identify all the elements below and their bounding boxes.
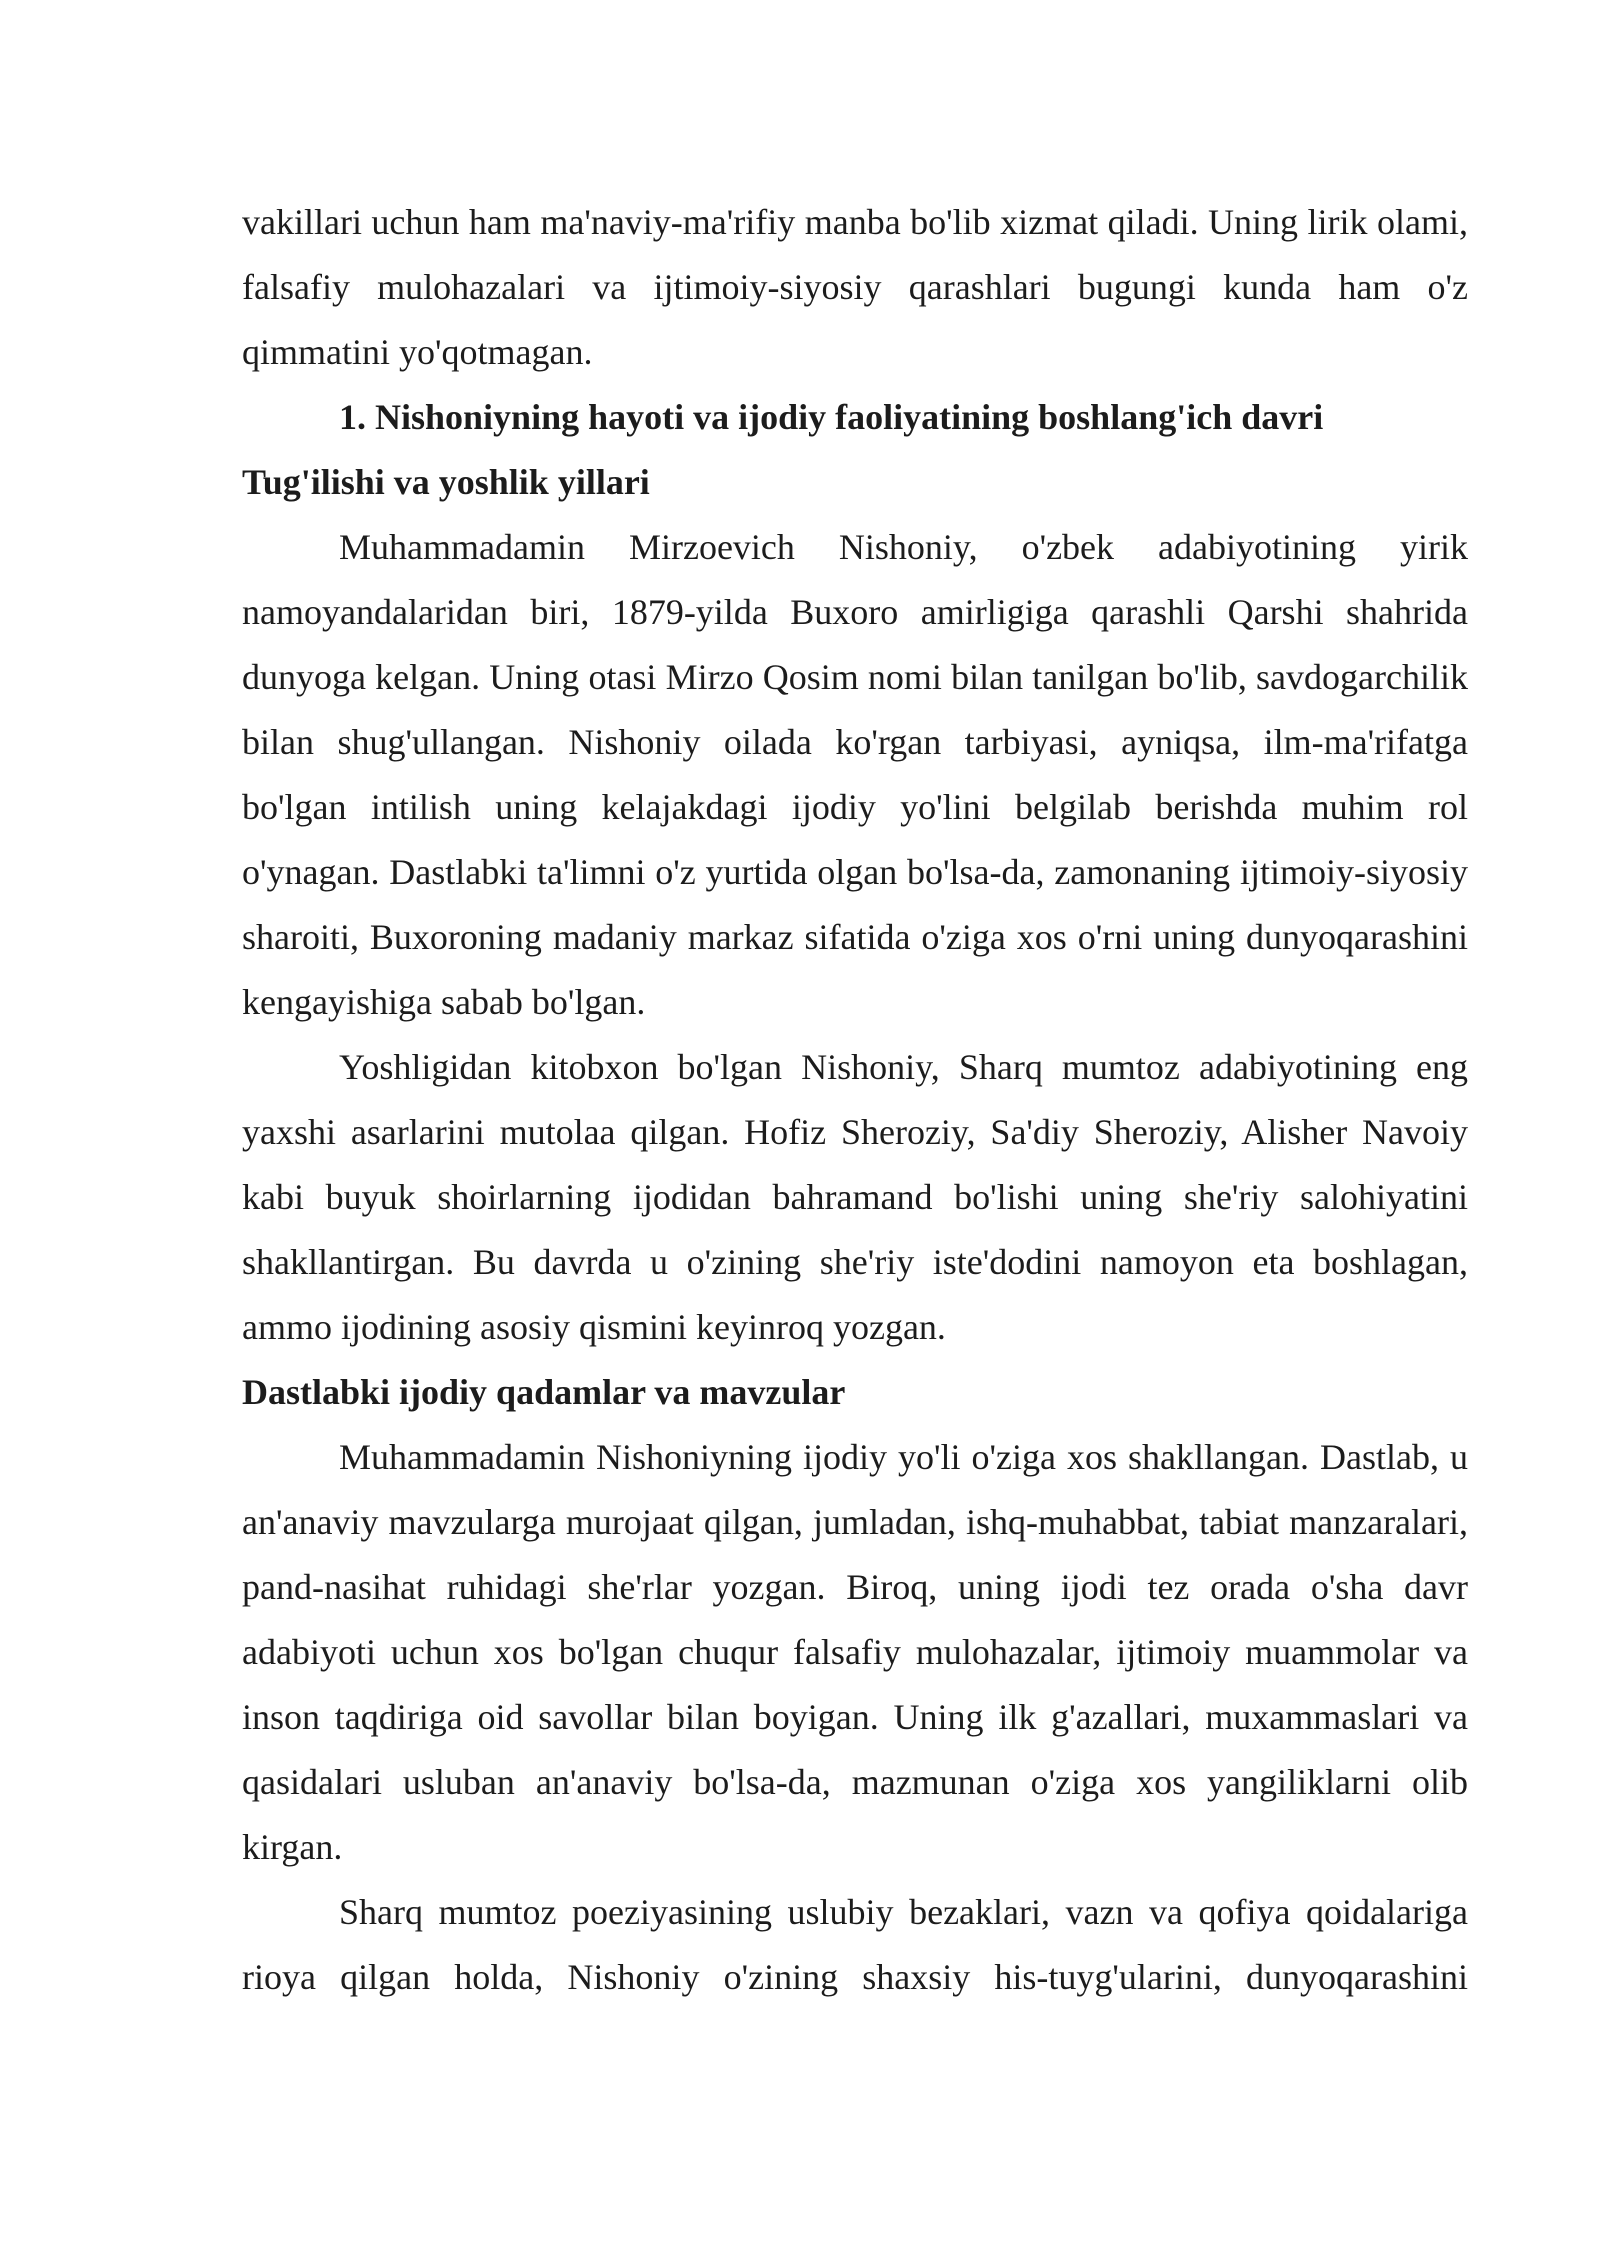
paragraph-intro-continuation: vakillari uchun ham ma'naviy-ma'rifiy manba bo'lib xizmat qiladi. Uning lirik olami, falsafiy mulohazalari va ijtimoiy-siyosiy qarashlari bugungi kunda ham o'z qimmatini yo'qotmagan. xyxy=(242,202,1468,372)
document-body xyxy=(242,190,1468,2010)
paragraph-creative-path: Muhammadamin Nishoniyning ijodiy yo'li o'ziga xos shakllangan. Dastlab, u an'anaviy mavzularga murojaat qilgan, jumladan, ishq-muhabbat, tabiat manzaralari, pand-nasihat ruhidagi she'rlar yozgan. Biroq, uning ijodi tez orada o'sha davr adabiyoti uchun xos bo'lgan chuqur falsafiy mulohazalar, ijtimoiy muammolar va inson taqdiriga oid savollar bilan boyigan. Uning ilk g'azallari, muxammaslari va qasidalari usluban an'anaviy bo'lsa-da, mazmunan o'ziga xos yangiliklarni olib kirgan. xyxy=(242,1437,1468,1867)
subsection-heading-birth-youth: Tug'ilishi va yoshlik yillari xyxy=(242,462,650,502)
paragraph-youth-reading: Yoshligidan kitobxon bo'lgan Nishoniy, Sharq mumtoz adabiyotining eng yaxshi asarlarini mutolaa qilgan. Hofiz Sheroziy, Sa'diy Sheroziy, Alisher Navoiy kabi buyuk shoirlarning ijodidan bahramand bo'lishi uning she'riy salohiyatini shakllantirgan. Bu davrda u o'zining she'riy iste'dodini namoyon eta boshlagan, ammo ijodining asosiy qismini keyinroq yozgan. xyxy=(242,1047,1468,1347)
section-heading-1: 1. Nishoniyning hayoti va ijodiy faoliyatining boshlang'ich davri xyxy=(339,397,1324,437)
paragraph-classical-poetry: Sharq mumtoz poeziyasining uslubiy bezaklari, vazn va qofiya qoidalariga rioya qilgan holda, Nishoniy o'zining shaxsiy his-tuyg'ularini, dunyoqarashini xyxy=(242,1892,1468,1997)
subsection-heading-early-work: Dastlabki ijodiy qadamlar va mavzular xyxy=(242,1372,846,1412)
paragraph-birth: Muhammadamin Mirzoevich Nishoniy, o'zbek adabiyotining yirik namoyandalaridan biri, 1879-yilda Buxoro amirligiga qarashli Qarshi shahrida dunyoga kelgan. Uning otasi Mirzo Qosim nomi bilan tanilgan bo'lib, savdogarchilik bilan shug'ullangan. Nishoniy oilada ko'rgan tarbiyasi, ayniqsa, ilm-ma'rifatga bo'lgan intilish uning kelajakdagi ijodiy yo'lini belgilab berishda muhim rol o'ynagan. Dastlabki ta'limni o'z yurtida olgan bo'lsa-da, zamonaning ijtimoiy-siyosiy sharoiti, Buxoroning madaniy markaz sifatida o'ziga xos o'rni uning dunyoqarashini kengayishiga sabab bo'lgan. xyxy=(242,527,1468,1022)
